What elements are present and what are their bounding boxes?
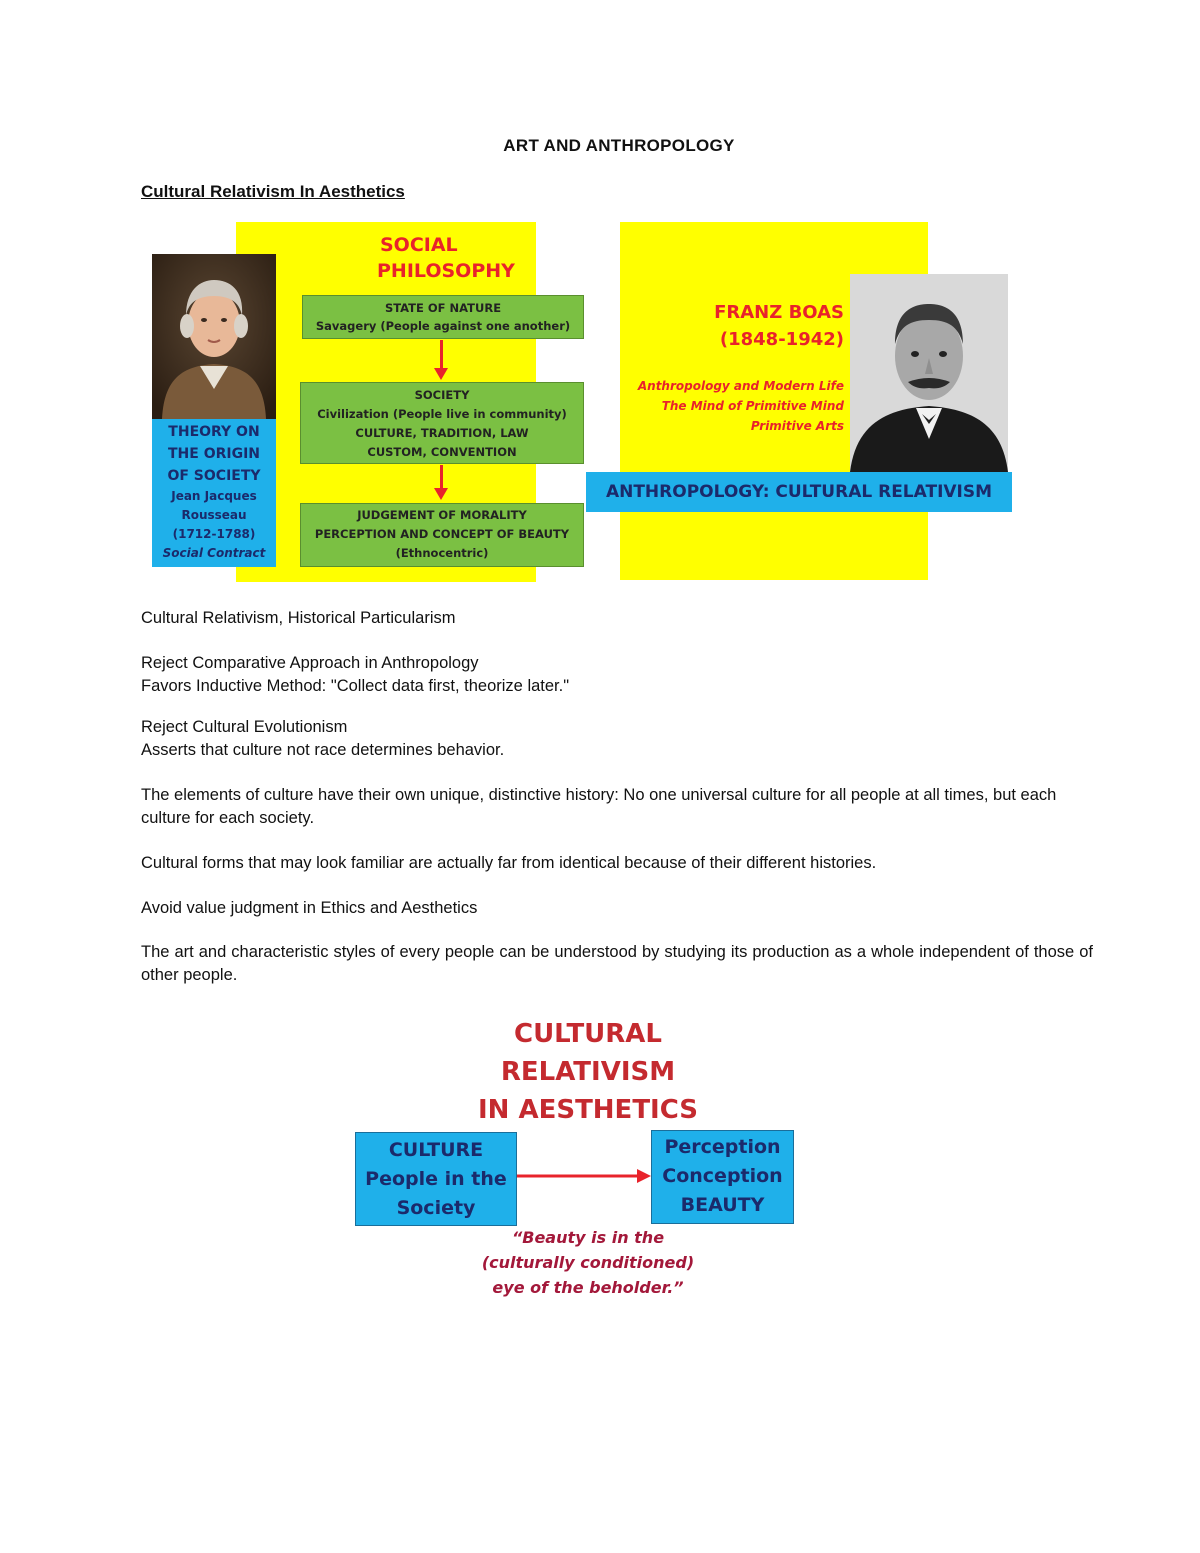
aesthetics-title-line: RELATIVISM [500, 1057, 676, 1087]
rousseau-portrait [152, 254, 276, 419]
boas-name-block [626, 300, 844, 354]
state-of-nature-box [302, 295, 584, 339]
flow-arrow-shaft [440, 340, 443, 370]
paragraph: Cultural forms that may look familiar are actually far from identical because of their different histories. [141, 854, 877, 872]
flow-arrow-shaft [440, 465, 443, 490]
social-philosophy-heading [330, 232, 550, 284]
flow-arrow-head [434, 488, 448, 500]
box2-line1: SOCIETY [414, 388, 470, 402]
paragraph-line: Favors Inductive Method: "Collect data first, theorize later." [141, 677, 570, 695]
beauty-box-line: Perception [664, 1136, 781, 1158]
aesthetics-figure [350, 1015, 800, 1305]
paragraph-line: Asserts that culture not race determines behavior. [141, 741, 505, 759]
boas-figure [586, 222, 1016, 582]
quote-line: (culturally conditioned) [481, 1253, 695, 1272]
author-name-line2: Rousseau [181, 508, 247, 522]
aesthetics-title [350, 1015, 826, 1129]
culture-box-line: People in the [365, 1168, 507, 1190]
society-box [300, 382, 584, 464]
quote-line: “Beauty is in the [511, 1228, 665, 1247]
paragraph: Cultural Relativism, Historical Particularism [141, 609, 456, 627]
author-years: (1712-1788) [172, 527, 256, 541]
beauty-box-line: BEAUTY [680, 1194, 765, 1216]
paragraph: The elements of culture have their own unique, distinctive history: No one universal culture for all people at all times, but each culture for each society. [141, 786, 1057, 827]
beauty-box-line: Conception [662, 1165, 783, 1187]
theory-line: THEORY ON [168, 424, 260, 440]
paragraph: Avoid value judgment in Ethics and Aesthetics [141, 899, 478, 917]
flow-arrow-head [434, 368, 448, 380]
heading-line1: SOCIAL [380, 234, 458, 256]
box3-line3: (Ethnocentric) [395, 546, 489, 560]
theory-box [152, 419, 276, 567]
social-philosophy-figure [150, 222, 600, 582]
paragraph-line: Reject Comparative Approach in Anthropology [141, 654, 479, 672]
box2-line3: CULTURE, TRADITION, LAW [355, 426, 529, 440]
quote-line: eye of the beholder.” [492, 1278, 684, 1297]
beauty-box [651, 1130, 794, 1224]
culture-box-line: CULTURE [388, 1139, 484, 1161]
boas-name: FRANZ BOAS [714, 302, 844, 323]
heading-line2: PHILOSOPHY [377, 260, 515, 282]
boas-years: (1848-1942) [719, 329, 844, 350]
page-title: ART AND ANTHROPOLOGY [503, 136, 735, 155]
aesthetics-title-line: CULTURAL [513, 1019, 662, 1049]
box2-line2: Civilization (People live in community) [317, 407, 567, 421]
beauty-quote [350, 1225, 826, 1300]
aesthetics-title-line: IN AESTHETICS [477, 1095, 699, 1125]
box1-line1: STATE OF NATURE [384, 301, 502, 315]
culture-box [355, 1132, 517, 1226]
paragraph-group [141, 652, 1093, 698]
boas-work-item: Primitive Arts [750, 419, 844, 433]
box3-line1: JUDGEMENT OF MORALITY [357, 508, 527, 522]
paragraph: The art and characteristic styles of every people can be understood by studying its production as a whole independent of those of other people. [141, 943, 1093, 984]
aesthetics-arrow [517, 1168, 653, 1184]
author-name-line1: Jean Jacques [171, 489, 257, 503]
culture-box-line: Society [396, 1197, 476, 1219]
box1-line2: Savagery (People against one another) [315, 319, 571, 333]
section-heading: Cultural Relativism In Aesthetics [141, 182, 405, 201]
author-work: Social Contract [162, 546, 266, 560]
boas-work-item: Anthropology and Modern Life [637, 379, 844, 393]
theory-line: THE ORIGIN [167, 446, 260, 462]
judgement-box [300, 503, 584, 567]
paragraph-group [141, 716, 1093, 762]
box3-line2: PERCEPTION AND CONCEPT OF BEAUTY [314, 527, 570, 541]
paragraph-line: Reject Cultural Evolutionism [141, 718, 348, 736]
box2-line4: CUSTOM, CONVENTION [367, 445, 517, 459]
boas-works [616, 376, 844, 436]
boas-portrait [850, 274, 1008, 472]
cultural-relativism-banner: ANTHROPOLOGY: CULTURAL RELATIVISM [586, 472, 1012, 512]
theory-line: OF SOCIETY [167, 468, 261, 484]
boas-work-item: The Mind of Primitive Mind [661, 399, 844, 413]
